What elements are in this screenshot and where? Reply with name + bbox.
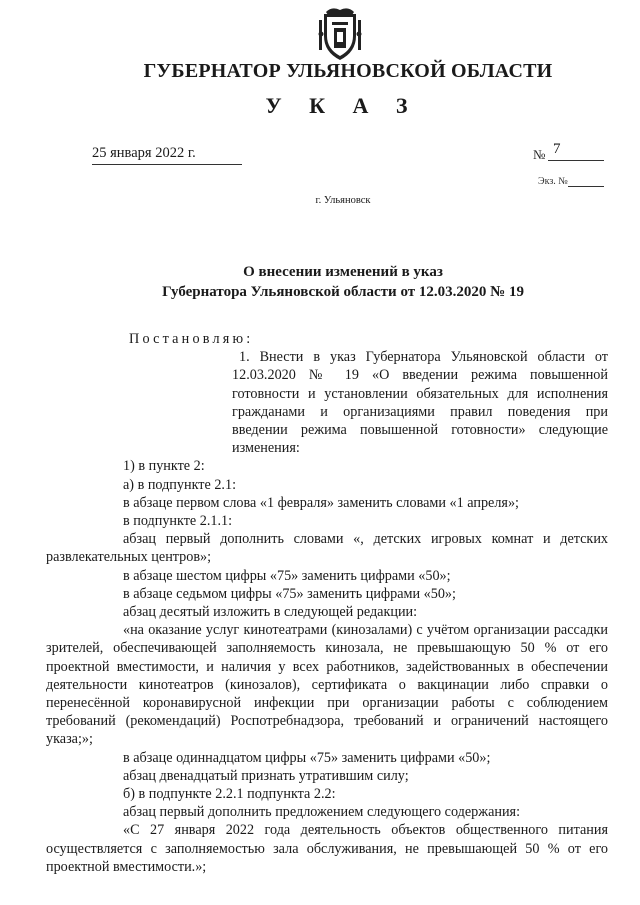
paragraph: абзац двенадцатый признать утратившим силу;	[123, 767, 409, 784]
paragraph: в подпункте 2.1.1:	[123, 513, 233, 530]
paragraph: абзац первый дополнить предложением следующего содержания:	[123, 804, 521, 821]
subject-line-2: Губернатора Ульяновской области от 12.03.2020 № 19	[162, 284, 524, 300]
issuer-title: ГУБЕРНАТОР УЛЬЯНОВСКОЙ ОБЛАСТИ	[143, 60, 553, 82]
copy-number-label: Экз. №	[538, 176, 568, 187]
paragraph: в абзаце одиннадцатом цифры «75» заменить цифрами «50»;	[123, 749, 491, 766]
paragraph: «С 27 января 2022 года деятельность объектов общественного питания осуществляется с заполняемостью зала обслуживания, не превышающей 50 % от его проектной вместимости.»;	[46, 822, 608, 875]
paragraph: в абзаце седьмом цифры «75» заменить цифрами «50»;	[123, 585, 456, 602]
coat-of-arms-icon	[318, 6, 362, 62]
paragraph: а) в подпункте 2.1:	[123, 476, 237, 493]
copy-number-underline	[568, 186, 604, 187]
subject-line-1: О внесении изменений в указ	[243, 264, 443, 280]
preamble: Постановляю:	[129, 331, 254, 347]
number-value: 7	[553, 141, 561, 157]
document-date: 25 января 2022 г.	[92, 145, 196, 161]
paragraph: в абзаце первом слова «1 февраля» заменить словами «1 апреля»;	[123, 494, 519, 511]
document-body	[46, 330, 608, 876]
paragraph: б) в подпункте 2.2.1 подпункта 2.2:	[123, 786, 336, 803]
paragraph: 1) в пункте 2:	[123, 458, 205, 475]
paragraph: в абзаце шестом цифры «75» заменить цифрами «50»;	[123, 567, 451, 584]
number-underline	[548, 160, 604, 161]
number-sign: №	[533, 147, 546, 162]
paragraph: «на оказание услуг кинотеатрами (кинозалами) с учётом организации рассадки зрителей, обеспечивающей заполняемость кинозала, не превышающую 50 % от его проектной вместимости, и наличия у всех работников, задействованных в обеспечении деятельности кинотеатров (кинозалов), сертификата о вакцинации либо справки о перенесённой коронавирусной инфекции при организации работы с соблюдением требований (рекомендаций) Роспотребнадзора, требований и ограничений настоящего указа;»;	[46, 622, 608, 748]
document-subject	[23, 262, 640, 302]
paragraph: абзац десятый изложить в следующей редакции:	[123, 604, 418, 621]
document-type: У К А З	[265, 93, 419, 118]
date-underline	[92, 164, 242, 165]
paragraph: абзац первый дополнить словами «, детских игровых комнат и детских развлекательных центров»;	[46, 531, 608, 566]
paragraph: 1. Внести в указ Губернатора Ульяновской области от 12.03.2020 № 19 «О введении режима повышенной готовности и установлении обязательных для исполнения гражданами и организациями правил поведения при введении режима повышенной готовности» следующие изменения:	[232, 349, 608, 457]
issue-city: г. Ульяновск	[315, 195, 371, 206]
